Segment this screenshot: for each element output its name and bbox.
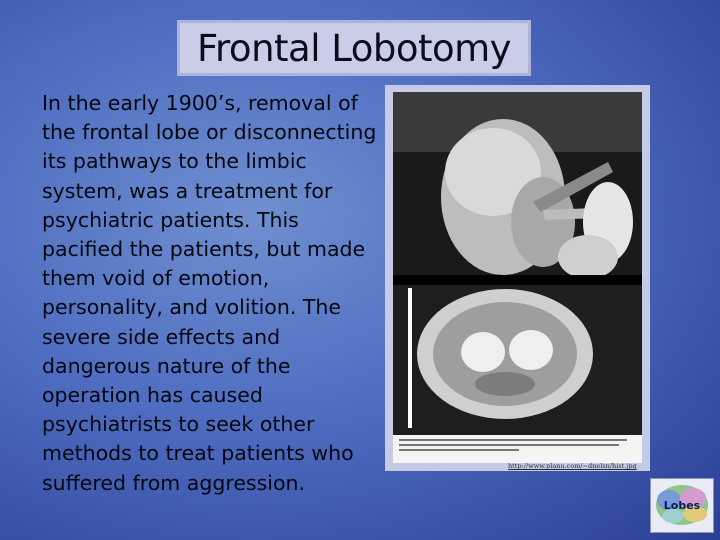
lobes-nav-button[interactable] (650, 478, 714, 533)
slide-body-text: In the early 1900’s, removal of the frontal lobe or disconnecting its pathways to the limbic system, was a treatment for psychiatric patients. This pacified the patients, but made them void of emotion, personality, and volition. The severe side effects and dangerous nature of the operation has caused psychiatrists to seek other methods to treat patients who suffered from aggression. (42, 91, 377, 495)
slide-title: Frontal Lobotomy (196, 26, 512, 70)
photo-frame (385, 85, 650, 471)
footer-mark: . (341, 528, 344, 536)
title-box (177, 20, 531, 76)
image-source-link[interactable]: http://www.planu.com/~dnelsn/hist.jpg (508, 462, 637, 470)
lobes-button-label: Lobes (663, 499, 701, 512)
lobotomy-photo (393, 92, 642, 463)
lobotomy-photo-illustration (393, 92, 642, 463)
